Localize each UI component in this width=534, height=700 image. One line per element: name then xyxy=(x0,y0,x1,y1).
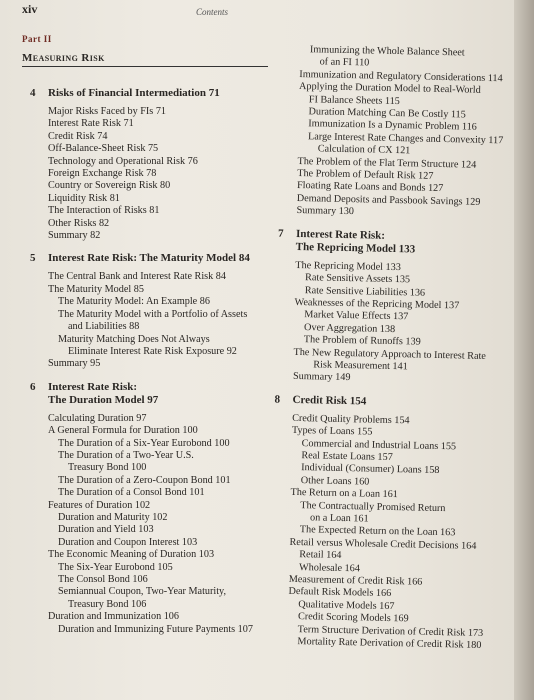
chapter-number: 7 xyxy=(277,227,284,240)
toc-entry: FI Balance Sheets 115 xyxy=(308,93,400,107)
toc-entry: Liquidity Risk 81 xyxy=(48,192,120,204)
chapter-number: 8 xyxy=(274,393,281,406)
chapter-title-line: Interest Rate Risk: xyxy=(295,227,386,242)
part-divider xyxy=(22,66,268,67)
toc-entry: Duration and Maturity 102 xyxy=(58,511,168,523)
chapter-number: 4 xyxy=(30,87,36,99)
chapter-title-line: Risks of Financial Intermediation 71 xyxy=(48,87,220,99)
toc-entry: Retail 164 xyxy=(299,549,342,562)
toc-entry: Term Structure Derivation of Credit Risk 173 xyxy=(297,623,484,639)
toc-entry: Off-Balance-Sheet Risk 75 xyxy=(48,143,159,155)
chapter-title-line: Interest Rate Risk: The Maturity Model 84 xyxy=(48,252,250,265)
toc-entry: Large Interest Rate Changes and Convexity 117 xyxy=(307,131,504,147)
toc-entry: Rate Sensitive Assets 135 xyxy=(304,272,411,286)
toc-entry: Country or Sovereign Risk 80 xyxy=(48,180,171,192)
running-title: Contents xyxy=(196,7,229,17)
chapter-heading xyxy=(30,87,273,100)
toc-entry: Credit Quality Problems 154 xyxy=(292,412,410,427)
toc-entry: Real Estate Loans 157 xyxy=(301,450,393,464)
toc-entry: of an FI 110 xyxy=(319,56,370,69)
toc-left-column xyxy=(30,77,273,636)
part-label: Part II xyxy=(22,34,52,44)
toc-entry: Duration and Yield 103 xyxy=(58,524,154,536)
toc-entry: The Duration of a Two-Year U.S. xyxy=(58,449,194,461)
toc-entry: Semiannual Coupon, Two-Year Maturity, xyxy=(58,586,227,598)
toc-entry: Interest Rate Risk 71 xyxy=(48,118,134,130)
toc-entry: Credit Risk 74 xyxy=(48,130,108,142)
toc-entry: Major Risks Faced by FIs 71 xyxy=(48,106,167,117)
toc-entry: Risk Measurement 141 xyxy=(313,359,408,373)
toc-entry: The Maturity Model with a Portfolio of Assets xyxy=(58,308,248,320)
toc-entry: Credit Scoring Models 169 xyxy=(297,611,409,625)
chapter-title-line: The Repricing Model 133 xyxy=(295,240,416,256)
toc-entry: Rate Sensitive Liabilities 136 xyxy=(304,284,426,299)
toc-entry: The Contractually Promised Return xyxy=(300,499,446,514)
toc-entry: Features of Duration 102 xyxy=(48,499,151,511)
toc-entry: The Six-Year Eurobond 105 xyxy=(58,561,173,573)
toc-entry: Calculating Duration 97 xyxy=(48,412,147,424)
toc-entry: The Problem of Runoffs 139 xyxy=(303,334,421,348)
toc-entry: The Problem of Default Risk 127 xyxy=(297,168,434,182)
toc-entry: Duration and Immunization 106 xyxy=(48,611,179,623)
chapter-title-line: Interest Rate Risk: xyxy=(48,380,138,393)
toc-entry: Over Aggregation 138 xyxy=(303,321,396,335)
toc-entry: Maturity Matching Does Not Always xyxy=(58,333,210,345)
toc-entry: The Repricing Model 133 xyxy=(295,259,401,273)
toc-entry: Demand Deposits and Passbook Savings 129 xyxy=(296,192,481,208)
toc-entry: Treasury Bond 106 xyxy=(68,598,147,610)
toc-entry: The Consol Bond 106 xyxy=(58,574,148,585)
toc-entry: Summary 130 xyxy=(296,205,355,218)
toc-entry: The Return on a Loan 161 xyxy=(290,487,398,501)
toc-entry: Mortality Rate Derivation of Credit Risk 180 xyxy=(297,636,482,651)
part-title: Measuring Risk xyxy=(22,52,105,64)
toc-entry: Applying the Duration Model to Real-World xyxy=(298,81,481,97)
toc-entry: Immunization Is a Dynamic Problem 116 xyxy=(308,118,477,134)
toc-entry: Measurement of Credit Risk 166 xyxy=(288,573,423,588)
page-number: xiv xyxy=(22,2,38,16)
toc-entry: Treasury Bond 100 xyxy=(68,462,147,474)
toc-entry: Types of Loans 155 xyxy=(291,425,373,438)
chapter-heading xyxy=(277,227,506,258)
toc-entry: on a Loan 161 xyxy=(309,512,369,525)
toc-entry: The Duration of a Zero-Coupon Bond 101 xyxy=(58,474,231,486)
toc-entry: and Liabilities 88 xyxy=(68,321,140,333)
toc-entry: Duration and Coupon Interest 103 xyxy=(58,536,198,548)
toc-entry: Duration and Immunizing Future Payments 107 xyxy=(58,623,253,635)
toc-entry: Summary 82 xyxy=(48,230,101,242)
toc-entry: The Interaction of Risks 81 xyxy=(48,205,160,217)
toc-entry: Retail versus Wholesale Credit Decisions 164 xyxy=(289,536,477,552)
toc-entry: Qualitative Models 167 xyxy=(298,598,395,612)
toc-entry: The Maturity Model: An Example 86 xyxy=(58,296,210,308)
toc-entry: Wholesale 164 xyxy=(298,561,360,574)
toc-entry: The Maturity Model 85 xyxy=(48,283,144,295)
chapter-heading xyxy=(30,252,273,265)
page-edge xyxy=(514,0,534,700)
toc-entry: Default Risk Models 166 xyxy=(288,586,392,600)
toc-entry: The Duration of a Consol Bond 101 xyxy=(58,487,205,499)
toc-entry: Floating Rate Loans and Bonds 127 xyxy=(296,180,444,195)
toc-entry: The Central Bank and Interest Rate Risk 84 xyxy=(48,271,226,283)
toc-entry: The Economic Meaning of Duration 103 xyxy=(48,549,215,561)
chapter-heading xyxy=(274,393,502,411)
toc-entry: Duration Matching Can Be Costly 115 xyxy=(308,106,466,121)
toc-entry: Commercial and Industrial Loans 155 xyxy=(301,437,457,452)
chapter-number: 5 xyxy=(30,252,36,265)
toc-entry: Immunization and Regulatory Considerations 114 xyxy=(299,68,503,85)
chapter-title-line: The Duration Model 97 xyxy=(48,393,159,406)
toc-entry: The New Regulatory Approach to Interest Rate xyxy=(293,346,486,362)
toc-entry: Other Loans 160 xyxy=(300,474,370,488)
toc-entry: Foreign Exchange Risk 78 xyxy=(48,168,157,180)
toc-entry: Weaknesses of the Repricing Model 137 xyxy=(294,296,460,312)
toc-entry: Market Value Effects 137 xyxy=(304,309,409,323)
toc-entry: Technology and Operational Risk 76 xyxy=(48,155,198,167)
toc-entry: Eliminate Interest Rate Risk Exposure 92 xyxy=(68,345,237,357)
toc-entry: Immunizing the Whole Balance Sheet xyxy=(309,44,465,59)
toc-entry: The Problem of the Flat Term Structure 124 xyxy=(297,155,477,171)
toc-entry: Individual (Consumer) Loans 158 xyxy=(301,462,440,477)
toc-entry: A General Formula for Duration 100 xyxy=(48,425,198,437)
toc-entry: Other Risks 82 xyxy=(48,217,110,229)
chapter-title-line: Credit Risk 154 xyxy=(292,393,367,408)
toc-entry: Calculation of CX 121 xyxy=(317,143,411,157)
toc-entry: The Duration of a Six-Year Eurobond 100 xyxy=(58,437,230,449)
toc-entry: The Expected Return on the Loan 163 xyxy=(299,524,456,539)
chapter-number: 6 xyxy=(30,380,36,393)
toc-entry: Summary 95 xyxy=(48,358,101,370)
toc-right-column xyxy=(274,44,510,653)
chapter-heading xyxy=(30,380,273,407)
toc-entry: Summary 149 xyxy=(292,371,351,384)
